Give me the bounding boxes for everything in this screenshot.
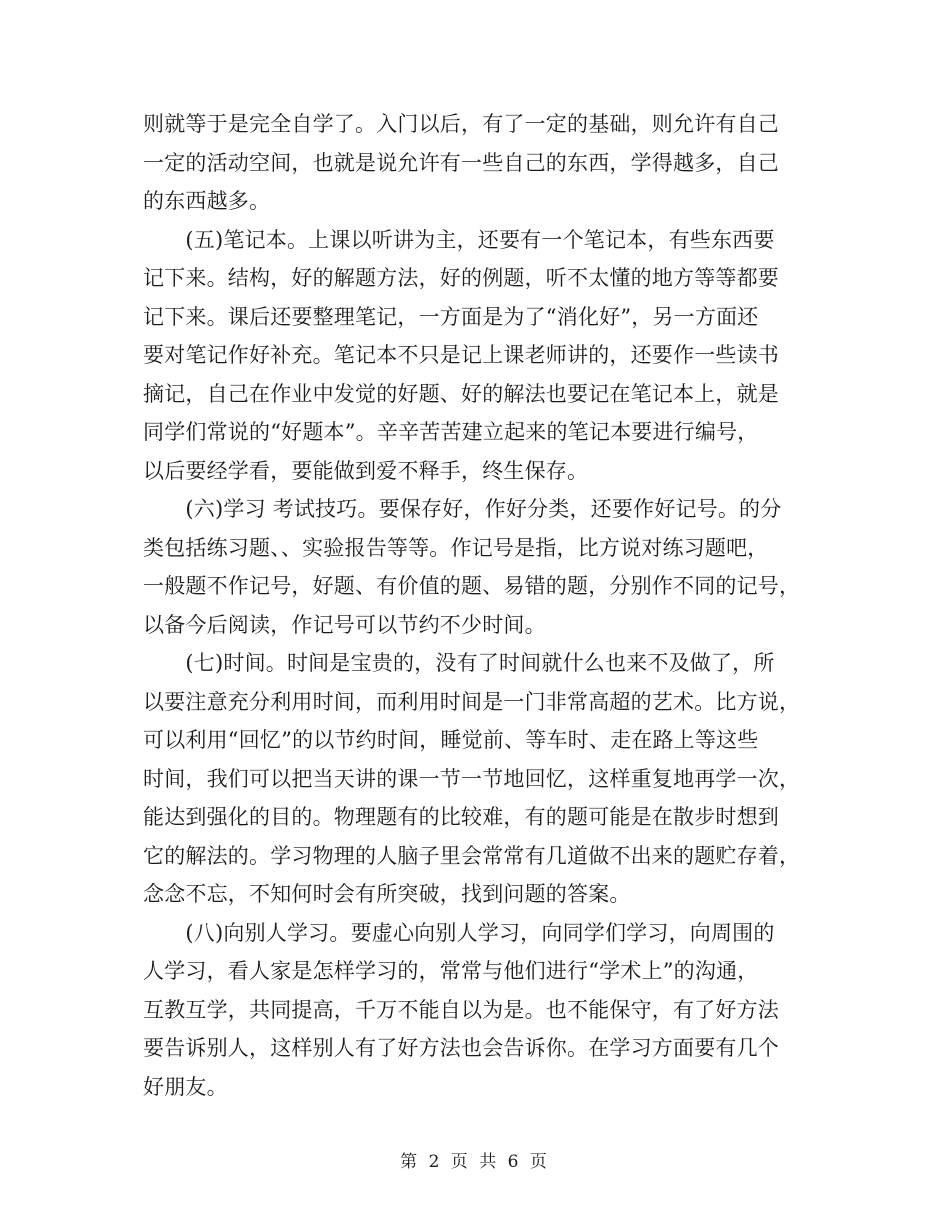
text-line: 可以利用“回忆”的以节约时间，睡觉前、等车时、走在路上等这些 bbox=[143, 728, 759, 752]
body-text bbox=[143, 105, 823, 1106]
text-line: 好朋友。 bbox=[143, 1074, 228, 1099]
text-line: 一般题不作记号，好题、有价值的题、易错的题，分别作不同的记号， bbox=[143, 574, 801, 598]
text-line: 以要注意充分利用时间，而利用时间是一门非常高超的艺术。比方说， bbox=[143, 689, 801, 714]
text-line: 以后要经学看，要能做到爱不释手，终生保存。 bbox=[143, 458, 589, 483]
text-line: 同学们常说的“好题本”。辛辛苦苦建立起来的笔记本要进行编号， bbox=[143, 420, 759, 444]
text-line: 互教互学，共同提高，千万不能自以为是。也不能保守，有了好方法 bbox=[143, 997, 779, 1022]
text-line: (八)向别人学习。要虚心向别人学习，向同学们学习，向周围的 bbox=[143, 920, 775, 945]
text-line: 的东西越多。 bbox=[143, 189, 271, 213]
text-line: 类包括练习题、、实验报告等等。作记号是指，比方说对练习题吧， bbox=[143, 535, 769, 560]
text-line: 则就等于是完全自学了。入门以后，有了一定的基础，则允许有自己 bbox=[143, 112, 779, 136]
text-line: 时间，我们可以把当天讲的课一节一节地回忆，这样重复地再学一次， bbox=[143, 766, 801, 791]
text-line: 要对笔记作好补充。笔记本不只是记上课老师讲的，还要作一些读书 bbox=[143, 343, 779, 367]
text-line: 摘记，自己在作业中发觉的好题、好的解法也要记在笔记本上，就是 bbox=[143, 381, 779, 406]
text-line: 以备今后阅读，作记号可以节约不少时间。 bbox=[143, 612, 546, 637]
text-line: 念念不忘，不知何时会有所突破，找到问题的答案。 bbox=[143, 882, 631, 906]
text-line: 记下来。课后还要整理笔记，一方面是为了“消化好”，另一方面还 bbox=[143, 304, 759, 329]
text-line: (七)时间。时间是宝贵的，没有了时间就什么也来不及做了，所 bbox=[143, 651, 775, 675]
text-line: 能达到强化的目的。物理题有的比较难，有的题可能是在散步时想到 bbox=[143, 805, 779, 829]
text-line: 人学习，看人家是怎样学习的，常常与他们进行“学术上”的沟通， bbox=[143, 959, 759, 983]
text-line: (六)学习 考试技巧。要保存好，作好分类，还要作好记号。的分 bbox=[143, 497, 782, 521]
text-line: 要告诉别人，这样别人有了好方法也会告诉你。在学习方面要有几个 bbox=[143, 1036, 779, 1060]
text-line: (五)笔记本。上课以听讲为主，还要有一个笔记本，有些东西要 bbox=[143, 227, 775, 252]
page-number-footer: 第 2 页 共 6 页 bbox=[400, 1152, 550, 1172]
text-line: 记下来。结构，好的解题方法，好的例题，听不太懂的地方等等都要 bbox=[143, 266, 779, 290]
text-line: 它的解法的。学习物理的人脑子里会常常有几道做不出来的题贮存着， bbox=[143, 843, 801, 868]
text-line: 一定的活动空间，也就是说允许有一些自己的东西，学得越多，自己 bbox=[143, 150, 779, 175]
